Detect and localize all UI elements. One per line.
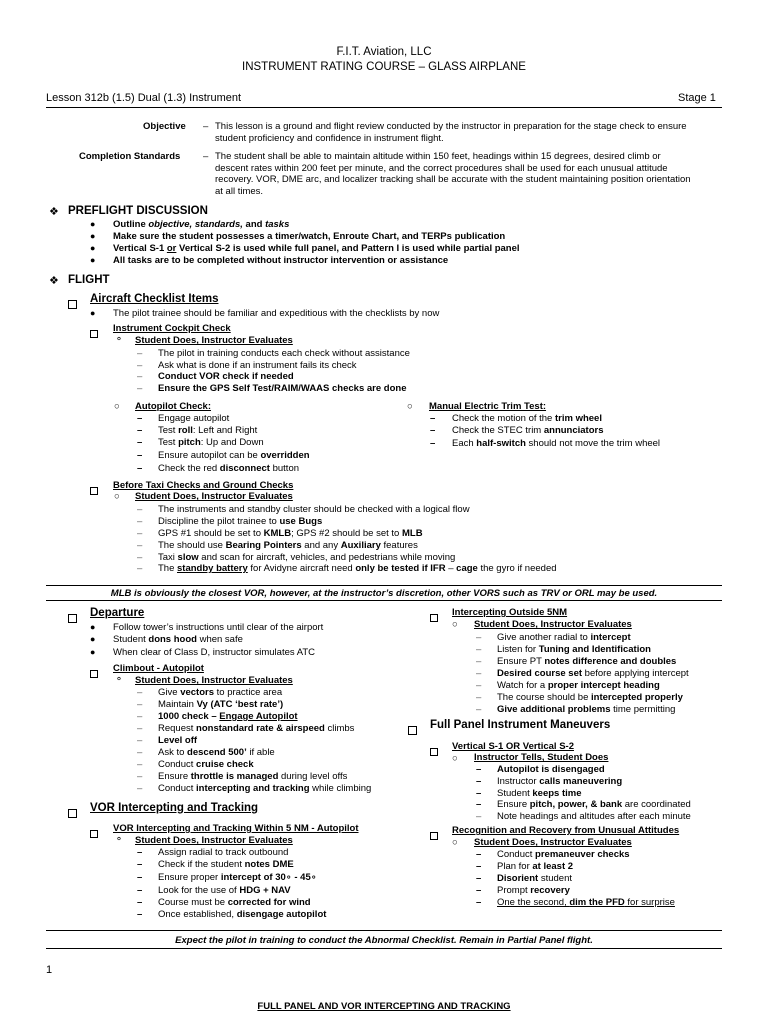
stage-label: Stage 1 [678, 92, 716, 104]
vs-item-2: Instructor calls maneuvering [497, 776, 623, 787]
objective-line-2: student proficiency and confidence in instrument flight. [215, 132, 444, 144]
trim-title: Manual Electric Trim Test: [429, 401, 547, 412]
dash-icon: – [137, 872, 143, 883]
bullet-icon: ● [90, 243, 96, 253]
climb-item-2: Maintain Vy (ATC ‘best rate’) [158, 699, 284, 710]
vor-sub: Student Does, Instructor Evaluates [135, 835, 293, 846]
page-number: 1 [46, 964, 53, 976]
bullet-icon: ● [90, 634, 96, 644]
circle-bullet-icon: ⚬ [115, 834, 123, 845]
climb-item-5: Level off [158, 735, 198, 746]
vs-title: Vertical S-1 OR Vertical S-2 [452, 741, 574, 752]
note2-rule-bottom [46, 948, 722, 949]
autopilot-title: Autopilot Check: [135, 401, 211, 412]
departure-item-2: Student dons hood when safe [113, 634, 243, 645]
note-rule-top [46, 585, 722, 586]
dash-icon: – [476, 788, 482, 799]
dash-icon: – [137, 687, 143, 698]
completion-line-2: descent rates within 200 feet per minute, and the correct procedures shall be used for each unusual attitude [215, 162, 668, 174]
bullet-icon: ● [90, 255, 96, 265]
dash-icon: – [137, 425, 143, 436]
ua-item-2: Plan for at least 2 [497, 861, 574, 872]
dash-icon: – [137, 382, 143, 394]
outside-item-1: Give another radial to intercept [497, 632, 631, 643]
trim-item-2: Check the STEC trim annunciators [452, 425, 604, 436]
checkbox-icon [68, 610, 77, 628]
dash-icon: – [476, 861, 482, 872]
vor-sub-title: VOR Intercepting and Tracking Within 5 NM - Autopilot [113, 823, 359, 834]
vs-item-3: Student keeps time [497, 788, 582, 799]
dash-icon: – [476, 885, 482, 896]
climb-item-9: Conduct intercepting and tracking while climbing [158, 783, 372, 794]
taxi-item-5: Taxi slow and scan for aircraft, vehicles, and pedestrians while moving [158, 552, 456, 563]
dash-icon: – [476, 656, 482, 667]
dash-icon: – [137, 711, 143, 722]
outside-sub: Student Does, Instructor Evaluates [474, 619, 632, 630]
departure-title: Departure [90, 607, 145, 619]
dash-icon: – [137, 699, 143, 710]
dash-icon: – [476, 873, 482, 884]
objective-line-1: This lesson is a ground and flight review conducted by the instructor in preparation for the stage check to ensure [215, 121, 687, 132]
preflight-item-1: Outline objective, standards, and tasks [113, 219, 290, 230]
diamond-bullet-icon: ❖ [49, 275, 59, 287]
completion-line-1: The student shall be able to maintain altitude within 150 feet, headings within 15 degrees, desired climb or [215, 151, 661, 162]
checkbox-icon [68, 296, 77, 314]
completion-line-3: recovery. VOR, DME arc, and localizer tracking shall be accurate with the student maintaining position orientation [215, 174, 691, 185]
checkbox-icon [90, 325, 98, 343]
objective-label: Objective [143, 121, 186, 132]
climb-title: Climbout - Autopilot [113, 663, 204, 674]
footer-title: FULL PANEL AND VOR INTERCEPTING AND TRACKING [257, 1001, 511, 1012]
cockpit-item-2: Ask what is done if an instrument fails its check [158, 359, 357, 371]
dash-icon: – [137, 885, 143, 896]
dash-icon: – [137, 359, 143, 371]
autopilot-item-4: Ensure autopilot can be overridden [158, 450, 310, 461]
preflight-item-3: Vertical S-1 or Vertical S-2 is used while full panel, and Pattern I is used while partial panel [113, 243, 520, 254]
ua-item-1: Conduct premaneuver checks [497, 849, 630, 860]
dash-icon: – [476, 644, 482, 655]
circle-bullet-icon: ⚬ [115, 674, 123, 685]
outside-item-5: Watch for a proper intercept heading [497, 680, 660, 691]
checkbox-icon [430, 827, 438, 845]
dash-icon: – [476, 632, 482, 643]
taxi-item-2: Discipline the pilot trainee to use Bugs [158, 516, 323, 527]
completion-label: Completion Standards [79, 151, 181, 162]
circle-bullet-icon: ○ [407, 401, 413, 412]
departure-item-3: When clear of Class D, instructor simulates ATC [113, 647, 316, 658]
dash-icon: – [137, 723, 143, 734]
ua-item-4: Prompt recovery [497, 885, 570, 896]
dash-icon: – [137, 348, 143, 359]
cockpit-sub: Student Does, Instructor Evaluates [135, 335, 293, 346]
fullpanel-title: Full Panel Instrument Maneuvers [430, 719, 611, 731]
dash-icon: – [476, 668, 482, 679]
climb-item-7: Conduct cruise check [158, 759, 254, 770]
dash-icon: – [430, 413, 436, 424]
vor-item-5: Course must be corrected for wind [158, 897, 311, 908]
dash-icon: – [476, 764, 482, 775]
taxi-item-4: The should use Bearing Pointers and any Auxiliary features [158, 540, 418, 551]
checklist-note: The pilot trainee should be familiar and expeditious with the checklists by now [113, 308, 440, 319]
checkbox-icon [430, 609, 438, 627]
outside-item-4: Desired course set before applying intercept [497, 668, 689, 679]
climb-item-3: 1000 check – Engage Autopilot [158, 711, 298, 722]
preflight-item-2: Make sure the student possesses a timer/watch, Enroute Chart, and TERPs publication [113, 231, 506, 242]
bullet-icon: ● [90, 308, 96, 318]
dash-icon: – [137, 563, 143, 574]
climb-sub: Student Does, Instructor Evaluates [135, 675, 293, 686]
climb-item-6: Ask to descend 500’ if able [158, 747, 275, 758]
dash-icon: – [137, 735, 143, 746]
dash-icon: – [137, 897, 143, 908]
dash-icon: – [476, 799, 482, 810]
climb-item-8: Ensure throttle is managed during level offs [158, 771, 348, 782]
dash-icon: – [476, 680, 482, 691]
circle-bullet-icon: ⚬ [115, 334, 123, 345]
dash-icon: – [137, 783, 143, 794]
dash-icon: – [137, 859, 143, 870]
trim-item-3: Each half-switch should not move the trim wheel [452, 438, 661, 449]
preflight-title: PREFLIGHT DISCUSSION [68, 205, 208, 217]
dash-icon: – [137, 371, 143, 382]
vor-item-1: Assign radial to track outbound [158, 847, 289, 858]
cockpit-item-1: The pilot in training conducts each check without assistance [158, 348, 410, 359]
header-rule [46, 107, 722, 108]
departure-item-1: Follow tower’s instructions until clear of the airport [113, 622, 324, 633]
taxi-item-1: The instruments and standby cluster should be checked with a logical flow [158, 504, 470, 515]
completion-line-4: at all times. [215, 185, 264, 197]
diamond-bullet-icon: ❖ [49, 206, 59, 218]
vor-item-4: Look for the use of HDG + NAV [158, 885, 291, 896]
vs-sub: Instructor Tells, Student Does [474, 752, 609, 763]
note-mlb: MLB is obviously the closest VOR, however, at the instructor’s discretion, other VORS such as TRV or ORL may be used. [110, 588, 658, 599]
circle-bullet-icon: ○ [452, 837, 458, 848]
outside-item-6: The course should be intercepted properly [497, 692, 683, 703]
cockpit-item-4: Ensure the GPS Self Test/RAIM/WAAS checks are done [158, 382, 407, 394]
checkbox-icon [408, 722, 417, 740]
dash-icon: – [137, 747, 143, 758]
lesson-label: Lesson 312b (1.5) Dual (1.3) Instrument [46, 92, 242, 104]
dash-icon: – [137, 504, 143, 515]
dash-icon: – [137, 759, 143, 770]
taxi-item-6: The standby battery for Avidyne aircraft need only be tested if IFR – cage the gyro if needed [158, 563, 557, 574]
note2-rule-top [46, 930, 722, 931]
vs-item-1: Autopilot is disengaged [497, 764, 605, 775]
dash-icon: – [476, 811, 482, 822]
trim-item-1: Check the motion of the trim wheel [452, 413, 602, 424]
note-abnormal: Expect the pilot in training to conduct the Abnormal Checklist. Remain in Partial Panel flight. [175, 935, 593, 946]
vor-item-2: Check if the student notes DME [158, 859, 294, 870]
autopilot-item-1: Engage autopilot [158, 413, 230, 424]
dash-icon: – [137, 463, 143, 474]
outside-item-3: Ensure PT notes difference and doubles [497, 656, 677, 667]
checklist-title: Aircraft Checklist Items [90, 293, 219, 305]
bullet-icon: ● [90, 622, 96, 632]
cockpit-title: Instrument Cockpit Check [113, 323, 231, 334]
completion-dash: – [203, 151, 209, 162]
autopilot-item-2: Test roll: Left and Right [158, 425, 258, 436]
course-title: INSTRUMENT RATING COURSE – GLASS AIRPLANE [242, 61, 526, 73]
vs-item-5: Note headings and altitudes after each minute [497, 811, 691, 822]
checkbox-icon [430, 743, 438, 761]
dash-icon: – [137, 771, 143, 782]
dash-icon: – [476, 704, 482, 715]
checkbox-icon [90, 482, 98, 500]
dash-icon: – [430, 438, 436, 449]
checkbox-icon [90, 825, 98, 843]
bullet-icon: ● [90, 231, 96, 241]
dash-icon: – [476, 776, 482, 787]
vor-item-3: Ensure proper intercept of 30∘ - 45∘ [158, 872, 317, 883]
bullet-icon: ● [90, 647, 96, 657]
autopilot-item-3: Test pitch: Up and Down [158, 437, 264, 448]
vor-title: VOR Intercepting and Tracking [90, 802, 259, 814]
dash-icon: – [137, 909, 143, 920]
dash-icon: – [137, 413, 143, 424]
outside-item-7: Give additional problems time permitting [497, 704, 676, 715]
bullet-icon: ● [90, 219, 96, 229]
dash-icon: – [137, 540, 143, 551]
ua-item-3: Disorient student [497, 873, 572, 884]
dash-icon: – [137, 552, 143, 563]
circle-bullet-icon: ○ [452, 753, 458, 764]
flight-title: FLIGHT [68, 274, 110, 286]
dash-icon: – [476, 692, 482, 703]
vs-item-4: Ensure pitch, power, & bank are coordinated [497, 799, 691, 810]
dash-icon: – [137, 437, 143, 448]
ua-item-5: One the second, dim the PFD for surprise [497, 897, 675, 908]
ua-title: Recognition and Recovery from Unusual Attitudes [452, 825, 680, 836]
checkbox-icon [90, 665, 98, 683]
taxi-item-3: GPS #1 should be set to KMLB; GPS #2 should be set to MLB [158, 528, 423, 539]
vor-item-6: Once established, disengage autopilot [158, 909, 327, 920]
dash-icon: – [476, 897, 482, 908]
outside-title: Intercepting Outside 5NM [452, 607, 568, 618]
circle-bullet-icon: ○ [114, 491, 120, 502]
taxi-title: Before Taxi Checks and Ground Checks [113, 480, 294, 491]
preflight-item-4: All tasks are to be completed without instructor intervention or assistance [113, 255, 449, 266]
circle-bullet-icon: ○ [452, 619, 458, 630]
dash-icon: – [137, 516, 143, 527]
dash-icon: – [137, 528, 143, 539]
objective-dash: – [203, 121, 209, 132]
checkbox-icon [68, 805, 77, 823]
climb-item-1: Give vectors to practice area [158, 687, 283, 698]
company-name: F.I.T. Aviation, LLC [336, 46, 432, 58]
climb-item-4: Request nonstandard rate & airspeed climbs [158, 723, 355, 734]
outside-item-2: Listen for Tuning and Identification [497, 644, 651, 655]
autopilot-item-5: Check the red disconnect button [158, 463, 300, 474]
dash-icon: – [430, 425, 436, 436]
dash-icon: – [137, 847, 143, 858]
dash-icon: – [137, 450, 143, 461]
cockpit-item-3: Conduct VOR check if needed [158, 371, 294, 382]
taxi-sub: Student Does, Instructor Evaluates [135, 491, 293, 502]
note-rule-bottom [46, 600, 722, 601]
dash-icon: – [476, 849, 482, 860]
circle-bullet-icon: ○ [114, 401, 120, 412]
ua-sub: Student Does, Instructor Evaluates [474, 837, 632, 848]
